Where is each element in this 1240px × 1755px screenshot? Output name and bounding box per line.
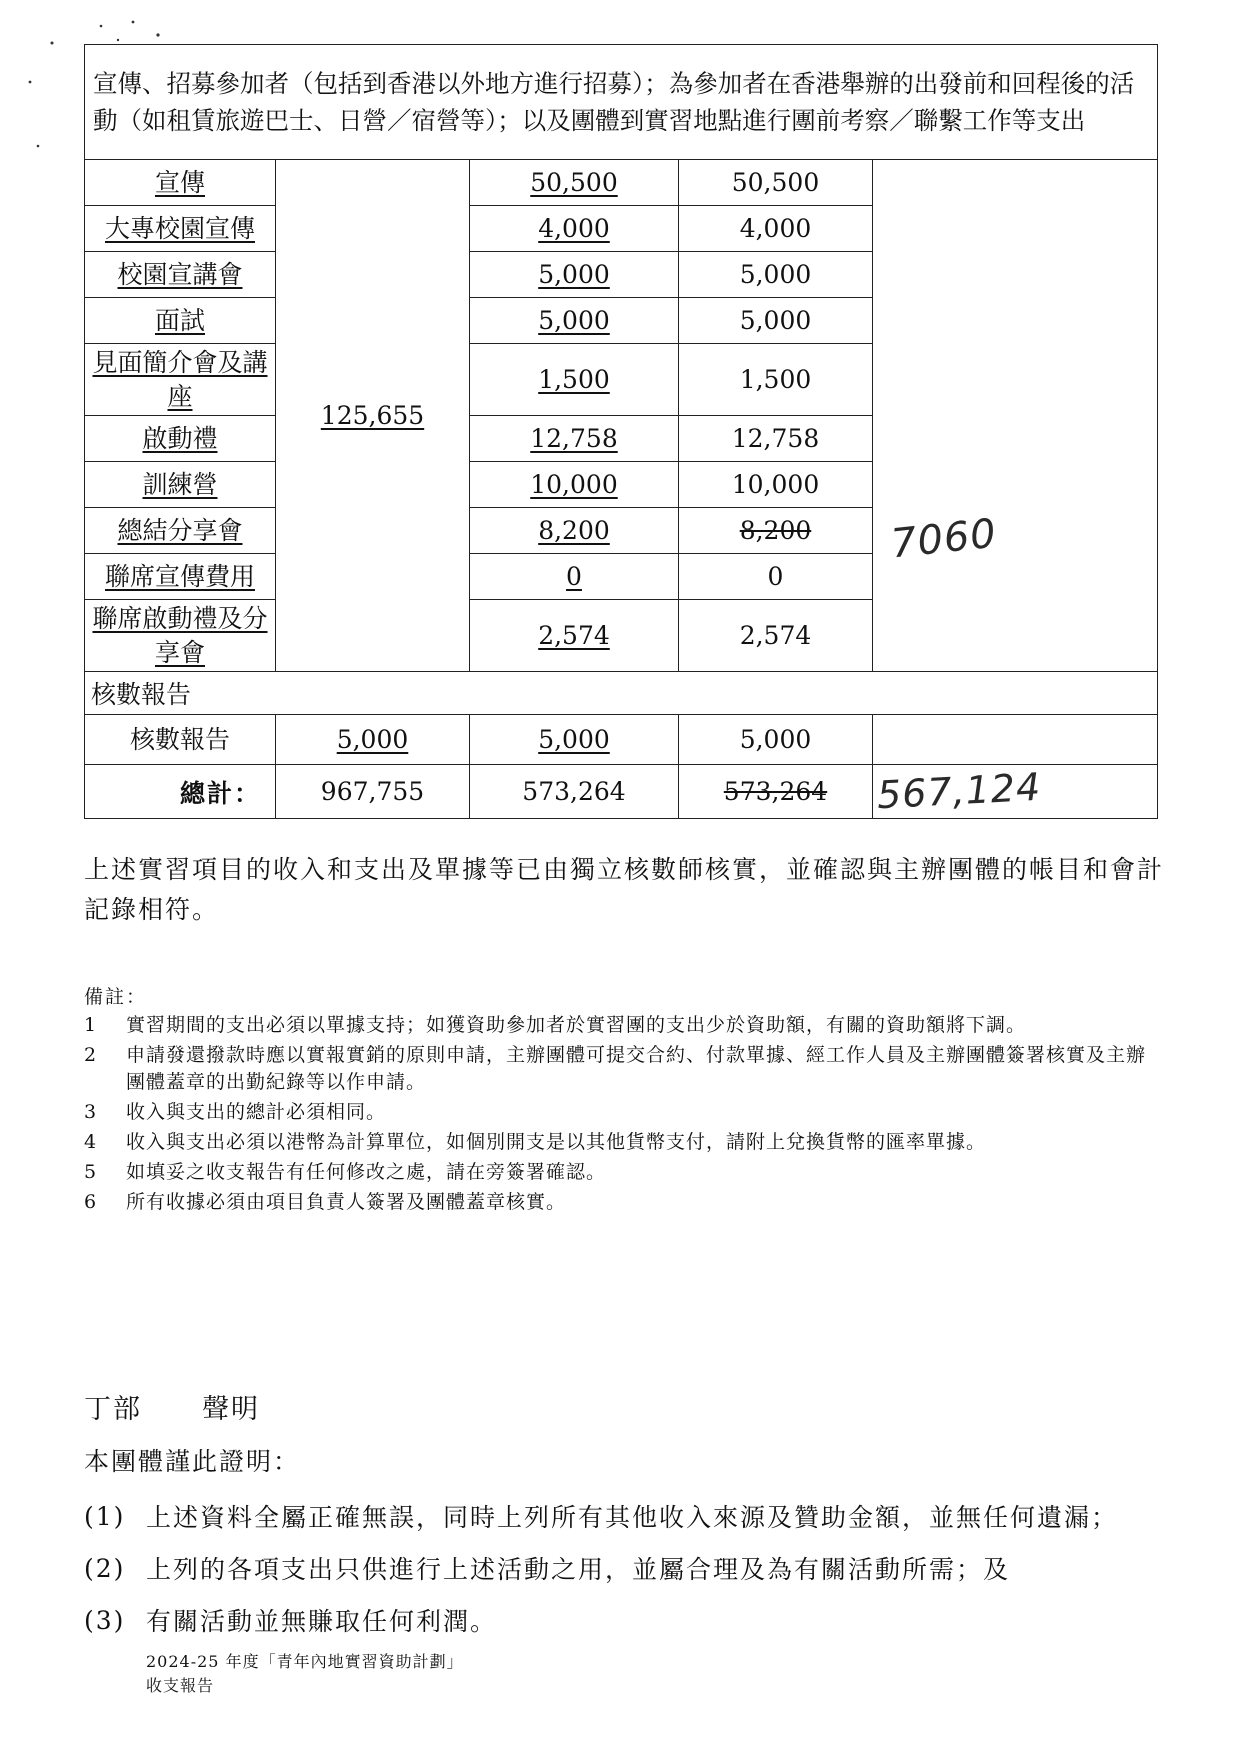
row-label: 宣傳	[154, 167, 205, 197]
actual-amount: 1,500	[538, 365, 610, 394]
table-row	[85, 715, 1158, 765]
actual-amount: 0	[566, 562, 582, 591]
audited-amount: 12,758	[679, 416, 873, 462]
footer-line-1: 2024-25 年度「青年內地實習資助計劃」	[146, 1652, 464, 1671]
row-label: 面試	[154, 305, 205, 335]
total-actual: 573,264	[470, 765, 679, 819]
row-label: 啟動禮	[142, 423, 218, 453]
expense-table	[84, 44, 1158, 819]
note-item: 6 所有收據必須由項目負責人簽署及團體蓋章核實。	[84, 1191, 567, 1213]
audited-amount: 5,000	[679, 252, 873, 298]
total-audited-struck: 573,264	[723, 777, 828, 806]
handwritten-group-amount: 7060	[888, 510, 999, 568]
audited-amount: 2,574	[679, 600, 873, 672]
actual-amount: 5,000	[538, 725, 610, 754]
table-row	[85, 160, 1158, 206]
note-item: 4 收入與支出必須以港幣為計算單位，如個別開支是以其他貨幣支付，請附上兌換貨幣的匯率單據。	[84, 1131, 987, 1153]
audited-amount: 50,500	[679, 160, 873, 206]
actual-amount: 10,000	[530, 470, 618, 499]
actual-amount: 12,758	[530, 424, 618, 453]
section-header: 宣傳、招募參加者（包括到香港以外地方進行招募）；為參加者在香港舉辦的出發前和回程後的活動（如租賃旅遊巴士、日營／宿營等）；以及團體到實習地點進行團前考察／聯繫工作等支出	[85, 45, 1158, 160]
section-title: 聲明	[202, 1394, 260, 1425]
total-label: 總計：	[85, 765, 276, 819]
note-item: 1 實習期間的支出必須以單據支持；如獲資助參加者於實習團的支出少於資助額，有關的資助額將下調。	[84, 1014, 1027, 1036]
audited-amount-struck: 8,200	[739, 516, 812, 545]
notes-title: 備註：	[84, 986, 148, 1008]
declaration-item: (1) 上述資料全屬正確無誤，同時上列所有其他收入來源及贊助金額，並無任何遺漏；	[84, 1501, 1119, 1532]
note-item: 2 申請發還撥款時應以實報實銷的原則申請，主辦團體可提交合約、付款單據、經工作人員及主辦團體簽署核實及主辦團體蓋章的出勤紀錄等以作申請。	[84, 1044, 1147, 1093]
audit-section-header: 核數報告	[85, 672, 1158, 715]
handwritten-adjustment-cell	[873, 160, 1158, 672]
declaration-lead: 本團體謹此證明：	[84, 1447, 301, 1476]
auditor-statement: 上述實習項目的收入和支出及單據等已由獨立核數師核實，並確認與主辦團體的帳目和會計記錄相符。	[84, 855, 1165, 924]
declaration-list	[84, 1490, 1184, 1646]
budget-amount: 5,000	[336, 725, 409, 754]
note-item: 5 如填妥之收支報告有任何修改之處，請在旁簽署確認。	[84, 1161, 607, 1183]
audited-amount: 1,500	[679, 344, 873, 416]
row-label: 見面簡介會及講座	[92, 347, 268, 411]
notes-list	[84, 1012, 1164, 1219]
row-label: 校園宣講會	[117, 259, 243, 289]
page-footer	[146, 1650, 464, 1698]
actual-amount: 4,000	[538, 214, 610, 243]
row-label: 總結分享會	[117, 515, 243, 545]
actual-amount: 50,500	[530, 168, 618, 197]
total-row	[85, 765, 1158, 819]
actual-amount: 5,000	[538, 260, 610, 289]
row-label: 大專校園宣傳	[104, 213, 255, 243]
declaration-heading	[84, 1387, 260, 1426]
row-label: 聯席宣傳費用	[104, 561, 255, 591]
audited-amount: 4,000	[679, 206, 873, 252]
section-number: 丁部	[84, 1394, 142, 1425]
declaration-item: (3) 有關活動並無賺取任何利潤。	[84, 1605, 498, 1636]
note-item: 3 收入與支出的總計必須相同。	[84, 1101, 387, 1123]
audited-amount: 5,000	[679, 715, 873, 765]
row-label: 訓練營	[142, 469, 218, 499]
group-budget: 125,655	[320, 401, 425, 430]
total-budget: 967,755	[276, 765, 470, 819]
actual-amount: 8,200	[538, 516, 610, 545]
audited-amount: 5,000	[679, 298, 873, 344]
audited-amount: 10,000	[679, 462, 873, 508]
declaration-item: (2) 上列的各項支出只供進行上述活動之用，並屬合理及為有關活動所需；及	[84, 1553, 1011, 1584]
row-label: 聯席啟動禮及分享會	[92, 603, 268, 667]
handwritten-total: 567,124	[875, 764, 1043, 818]
actual-amount: 2,574	[538, 621, 610, 650]
row-label: 核數報告	[85, 715, 276, 765]
audited-amount: 0	[679, 554, 873, 600]
actual-amount: 5,000	[538, 306, 610, 335]
footer-line-2: 收支報告	[146, 1676, 215, 1695]
